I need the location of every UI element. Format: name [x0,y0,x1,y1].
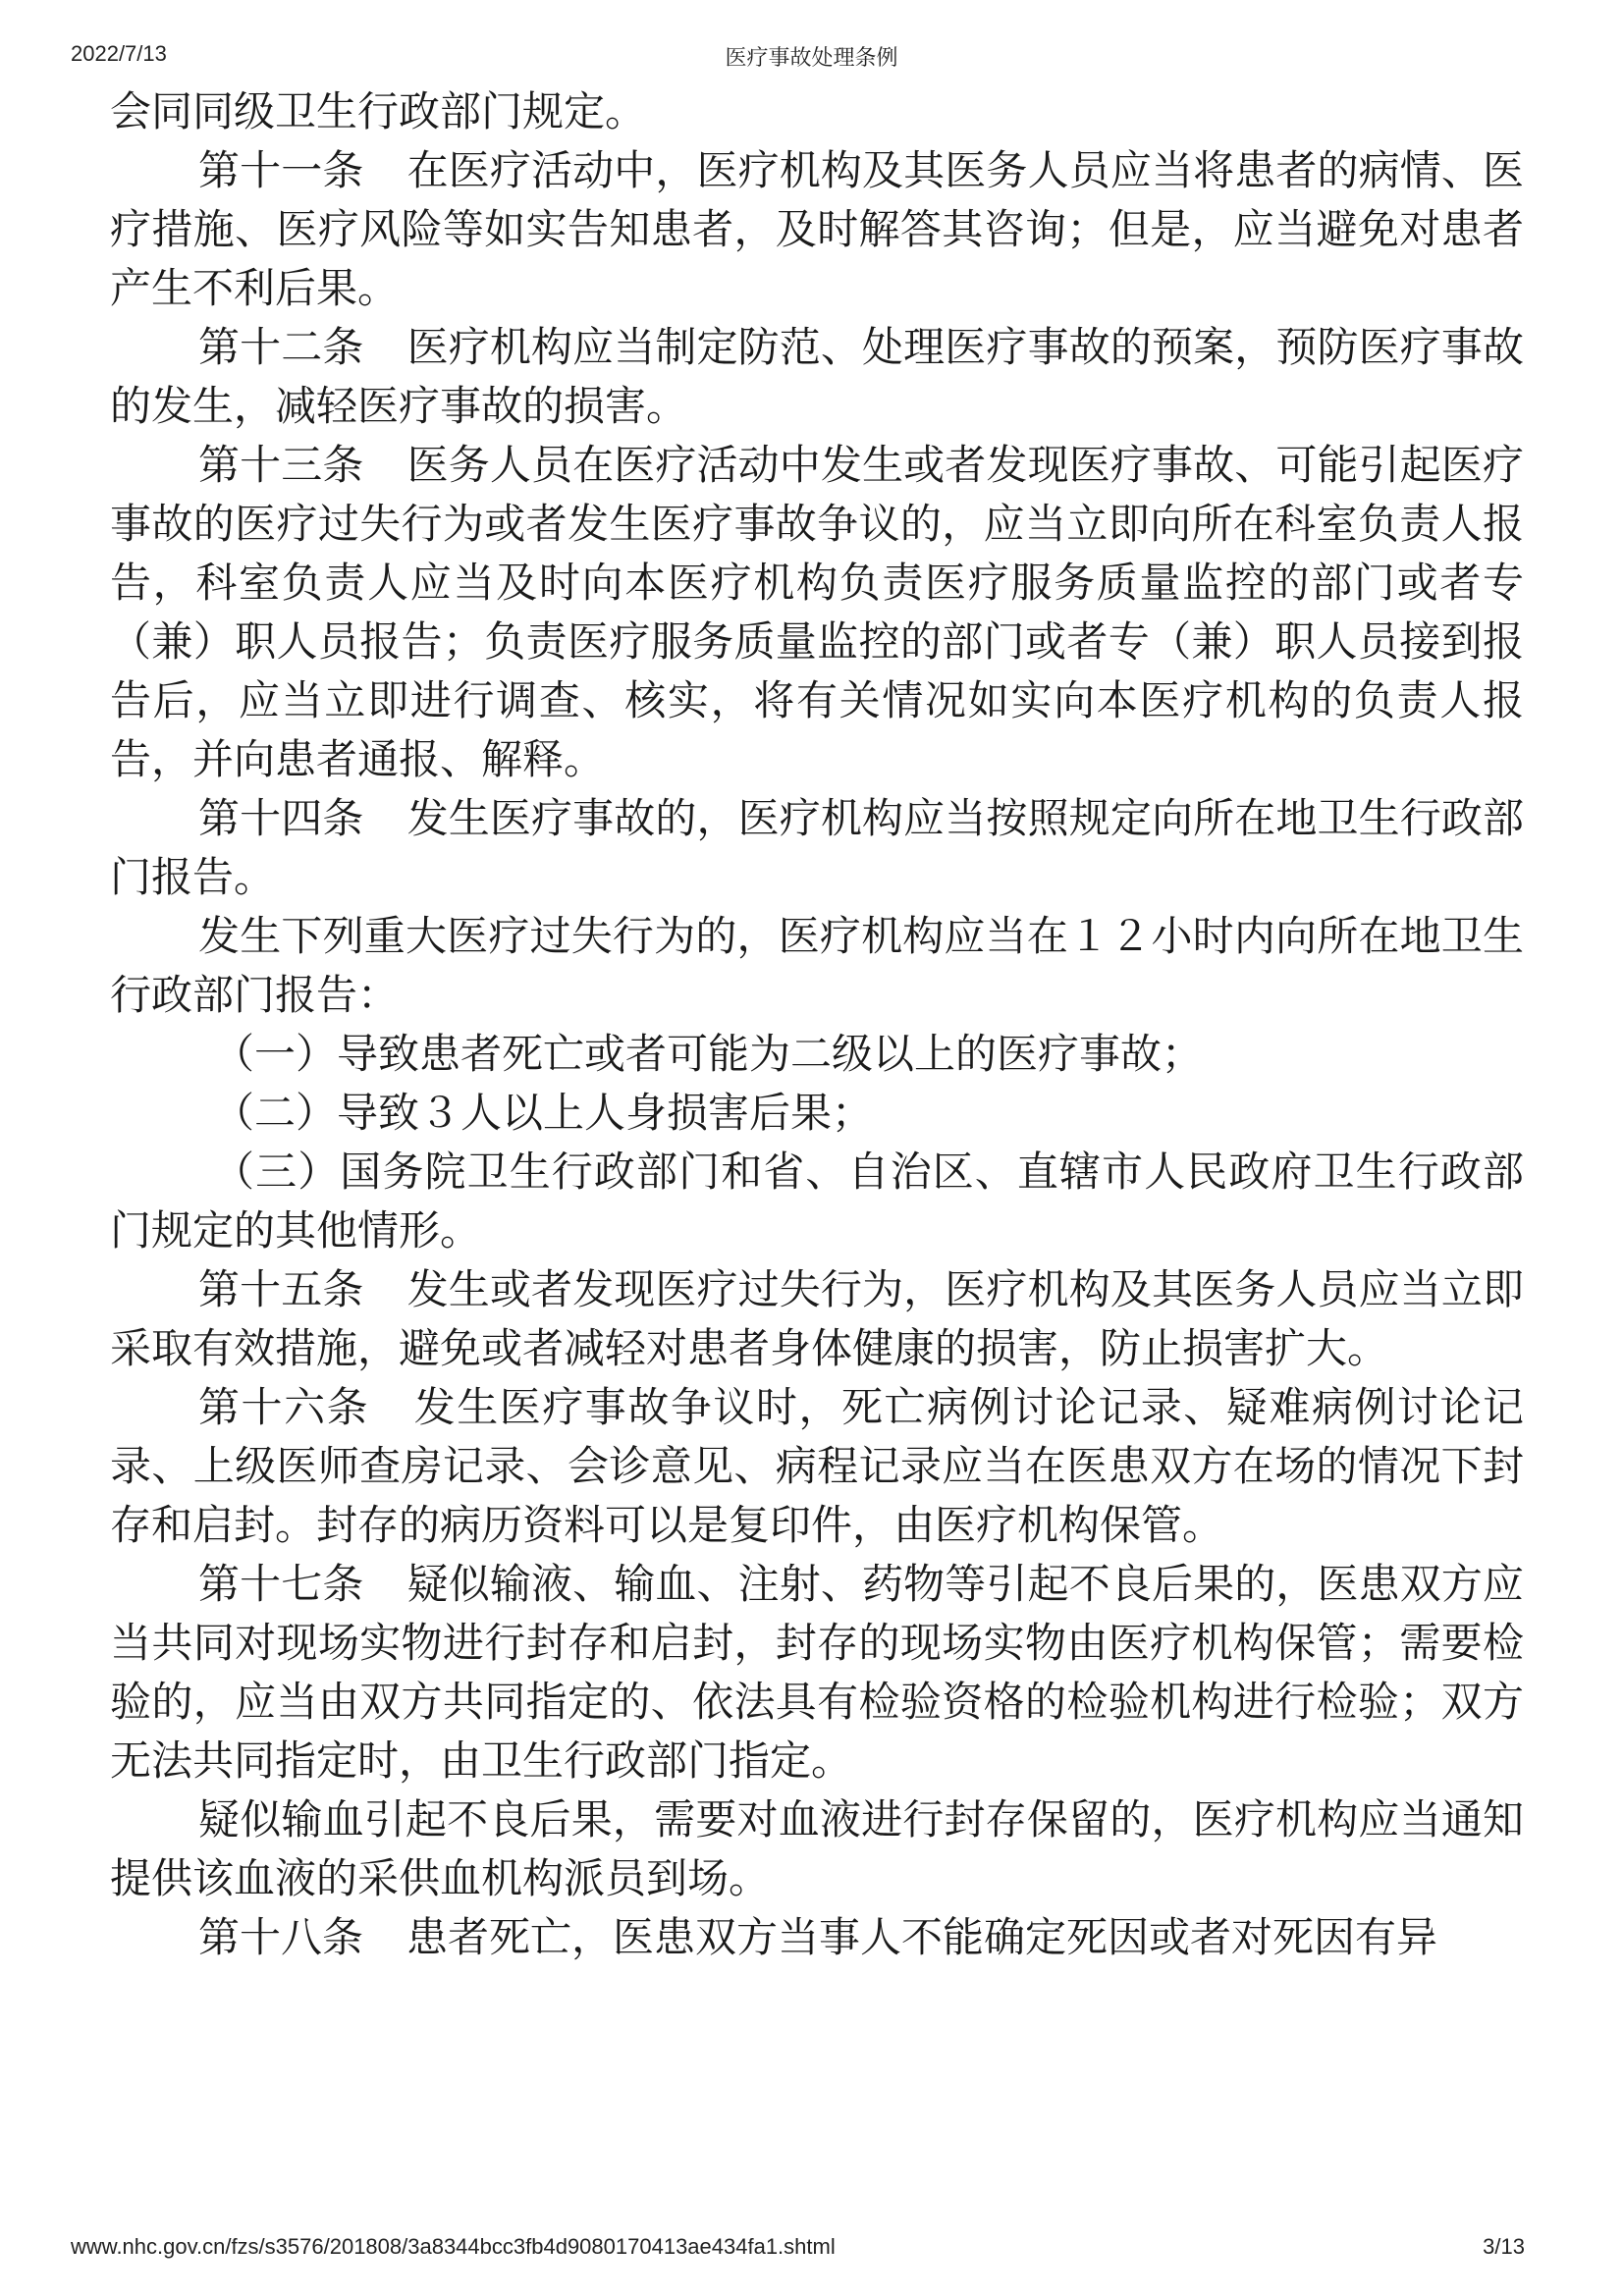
print-date: 2022/7/13 [71,41,167,66]
paragraph-text: （一）导致患者死亡或者可能为二级以上的医疗事故； [213,1030,1204,1078]
paragraph-text: 发生下列重大医疗过失行为的，医疗机构应当在１２小时内向所在地卫生行政部门报告： [110,912,1524,1019]
article-number: 第十七条 [198,1560,364,1608]
page-number: 3/13 [1483,2234,1525,2259]
paragraph-text: 发生或者发现医疗过失行为，医疗机构及其医务人员应当立即采取有效措施，避免或者减轻对患者身体健康的损害，防止损害扩大。 [110,1265,1524,1372]
paragraph [110,907,1524,1025]
page-footer [0,2234,1623,2273]
article-paragraph [110,1378,1524,1555]
paragraph-text: （二）导致３人以上人身损害后果； [213,1089,874,1137]
article-paragraph [110,141,1524,318]
page-header [0,41,1623,80]
document-body [110,82,1524,1967]
paragraph-text: 疑似输液、输血、注射、药物等引起不良后果的，医患双方应当共同对现场实物进行封存和启封，封存的现场实物由医疗机构保管；需要检验的，应当由双方共同指定的、依法具有检验资格的检验机构进行检验；双方无法共同指定时，由卫生行政部门指定。 [110,1560,1524,1785]
article-number: 第十三条 [198,441,364,489]
article-number: 第十二条 [198,323,364,371]
document-title: 医疗事故处理条例 [725,45,898,70]
article-number: 第十六条 [198,1383,370,1431]
article-paragraph [110,1260,1524,1378]
source-url[interactable]: www.nhc.gov.cn/fzs/s3576/201808/3a8344bcc3fb4d9080170413ae434fa1.shtml [71,2234,836,2259]
article-number: 第十五条 [198,1265,364,1313]
paragraph-text: 疑似输血引起不良后果，需要对血液进行封存保留的，医疗机构应当通知提供该血液的采供血机构派员到场。 [110,1795,1524,1902]
paragraph-text: 会同同级卫生行政部门规定。 [110,87,647,135]
article-paragraph [110,789,1524,907]
article-number: 第十一条 [198,146,364,194]
article-paragraph [110,1908,1524,1967]
paragraph-text: 发生医疗事故争议时，死亡病例讨论记录、疑难病例讨论记录、上级医师查房记录、会诊意见、病程记录应当在医患双方在场的情况下封存和启封。封存的病历资料可以是复印件，由医疗机构保管。 [110,1383,1524,1549]
paragraph-text: 在医疗活动中，医疗机构及其医务人员应当将患者的病情、医疗措施、医疗风险等如实告知患者，及时解答其咨询；但是，应当避免对患者产生不利后果。 [110,146,1524,312]
paragraph [110,1790,1524,1908]
article-paragraph [110,318,1524,436]
paragraph [110,82,1524,141]
article-number: 第十四条 [198,794,364,842]
article-number: 第十八条 [198,1913,364,1961]
article-paragraph [110,436,1524,789]
paragraph-text: 患者死亡，医患双方当事人不能确定死因或者对死因有异 [406,1913,1438,1961]
paragraph-text: 医疗机构应当制定防范、处理医疗事故的预案，预防医疗事故的发生，减轻医疗事故的损害。 [110,323,1524,430]
paragraph-text: （三）国务院卫生行政部门和省、自治区、直辖市人民政府卫生行政部门规定的其他情形。 [110,1148,1524,1255]
paragraph [110,1084,1524,1143]
article-paragraph [110,1555,1524,1790]
paragraph-text: 医务人员在医疗活动中发生或者发现医疗事故、可能引起医疗事故的医疗过失行为或者发生医疗事故争议的，应当立即向所在科室负责人报告，科室负责人应当及时向本医疗机构负责医疗服务质量监控的部门或者专（兼）职人员报告；负责医疗服务质量监控的部门或者专（兼）职人员接到报告后，应当立即进行调查、核实，将有关情况如实向本医疗机构的负责人报告，并向患者通报、解释。 [110,441,1524,783]
paragraph-text: 发生医疗事故的，医疗机构应当按照规定向所在地卫生行政部门报告。 [110,794,1524,901]
paragraph [110,1025,1524,1084]
paragraph [110,1143,1524,1260]
